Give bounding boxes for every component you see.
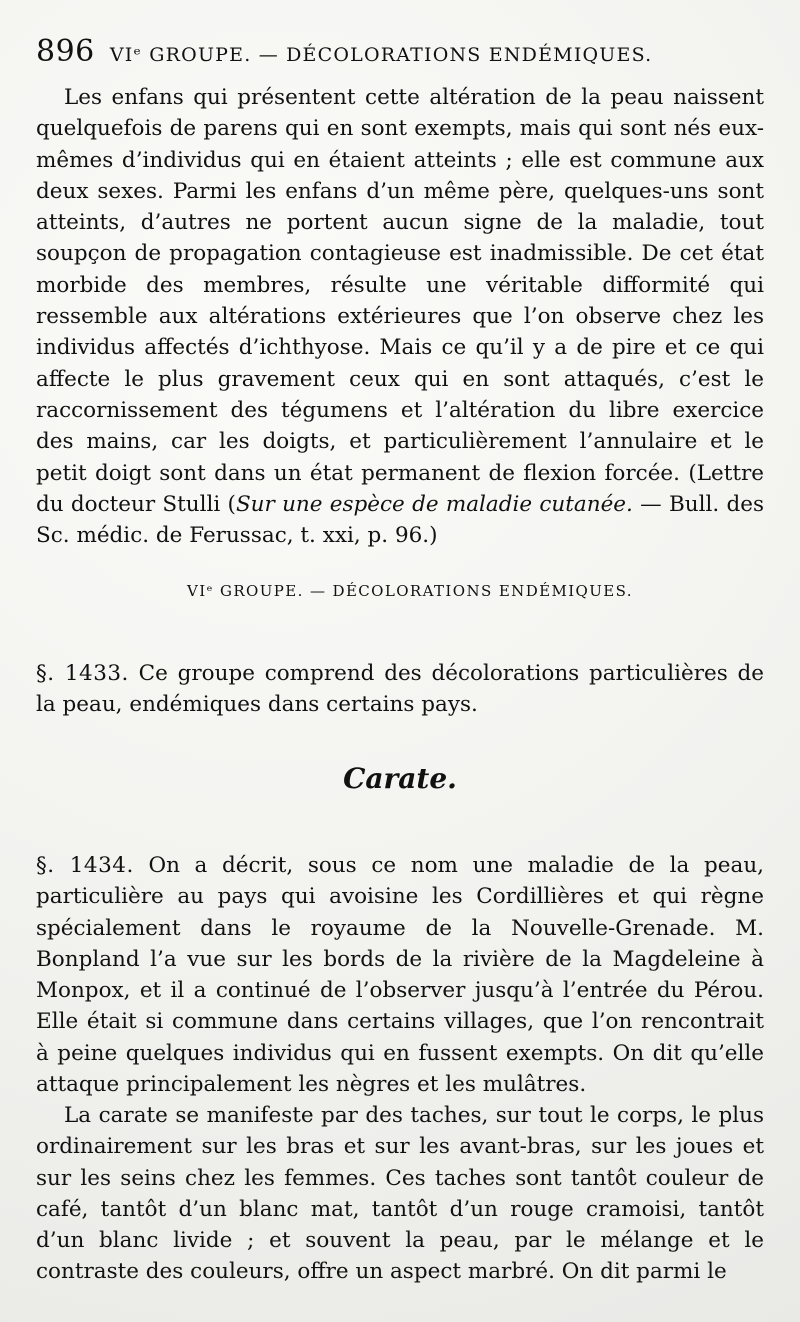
- page-number: 896: [36, 34, 95, 69]
- page-header: [36, 34, 766, 74]
- section-heading: VIᵉ GROUPE. — DÉCOLORATIONS ENDÉMIQUES.: [187, 582, 633, 600]
- cited-title: Sur une espèce de maladie cutanée.: [235, 491, 633, 517]
- paragraph-continuation: [36, 82, 764, 552]
- paragraph-text: On a décrit, sous ce nom une maladie de la peau, particulière au pays qui avoisine les Cordillières et qui règne spécialement dans le royaume de la Nouvelle-Grenade. M. Bonpland l’a vue sur les bords de la rivière de la Magdeleine à Monpox, et il a continué de l’observer jusqu’à l’entrée du Pérou. Elle était si commune dans certains villages, que l’on rencontrait à peine quelques individus qui en fussent exempts. On dit qu’elle attaque principalement les nègres et les mulâtres.: [36, 853, 764, 1098]
- paragraph-text: Les enfans qui présentent cette altération de la peau naissent quelquefois de parens qui en sont exempts, mais qui sont nés eux-mêmes d’individus qui en étaient atteints ; elle est commune aux deux sexes. Parmi les enfans d’un même père, quelques-uns sont atteints, d’autres ne portent aucun signe de la maladie, tout soupçon de propagation contagieuse est inadmissible. De cet état morbide des membres, résulte une véritable difformité qui ressemble aux altérations extérieures que l’on observe chez les individus affectés d’ichthyose. Mais ce qu’il y a de pire et ce qui affecte le plus gravement ceux qui en sont attaqués, c’est le raccornissement des tégumens et l’altération du libre exercice des mains, car les doigts, et particulièrement l’annulaire et le petit doigt sont dans un état permanent de flexion forcée. (Lettre du docteur Stulli (: [36, 85, 764, 517]
- paragraph-text: Ce groupe comprend des décolorations particulières de la peau, endémiques dans certains pays.: [36, 661, 764, 718]
- running-title: VIᵉ GROUPE. — DÉCOLORATIONS ENDÉMIQUES.: [109, 44, 653, 66]
- section-number: §. 1434.: [36, 853, 134, 878]
- paragraph-1434: [36, 850, 764, 1100]
- subheading-carate: Carate.: [343, 762, 457, 795]
- paragraph-carate-description: [36, 1100, 764, 1300]
- section-number: §. 1433.: [36, 661, 129, 686]
- paragraph-1433: [36, 658, 764, 728]
- citation-tail: — Bull. des Sc. médic. de Ferussac, t. xxi, p. 96.): [36, 491, 764, 549]
- paragraph-text: La carate se manifeste par des taches, sur tout le corps, le plus ordinairement sur les bras et sur les avant-bras, sur les joues et sur les seins chez les femmes. Ces taches sont tantôt couleur de café, tantôt d’un blanc mat, tantôt d’un rouge cramoisi, tantôt d’un blanc livide ; et souvent la peau, par le mélange et le contraste des couleurs, offre un aspect marbré. On dit parmi le: [36, 1103, 764, 1285]
